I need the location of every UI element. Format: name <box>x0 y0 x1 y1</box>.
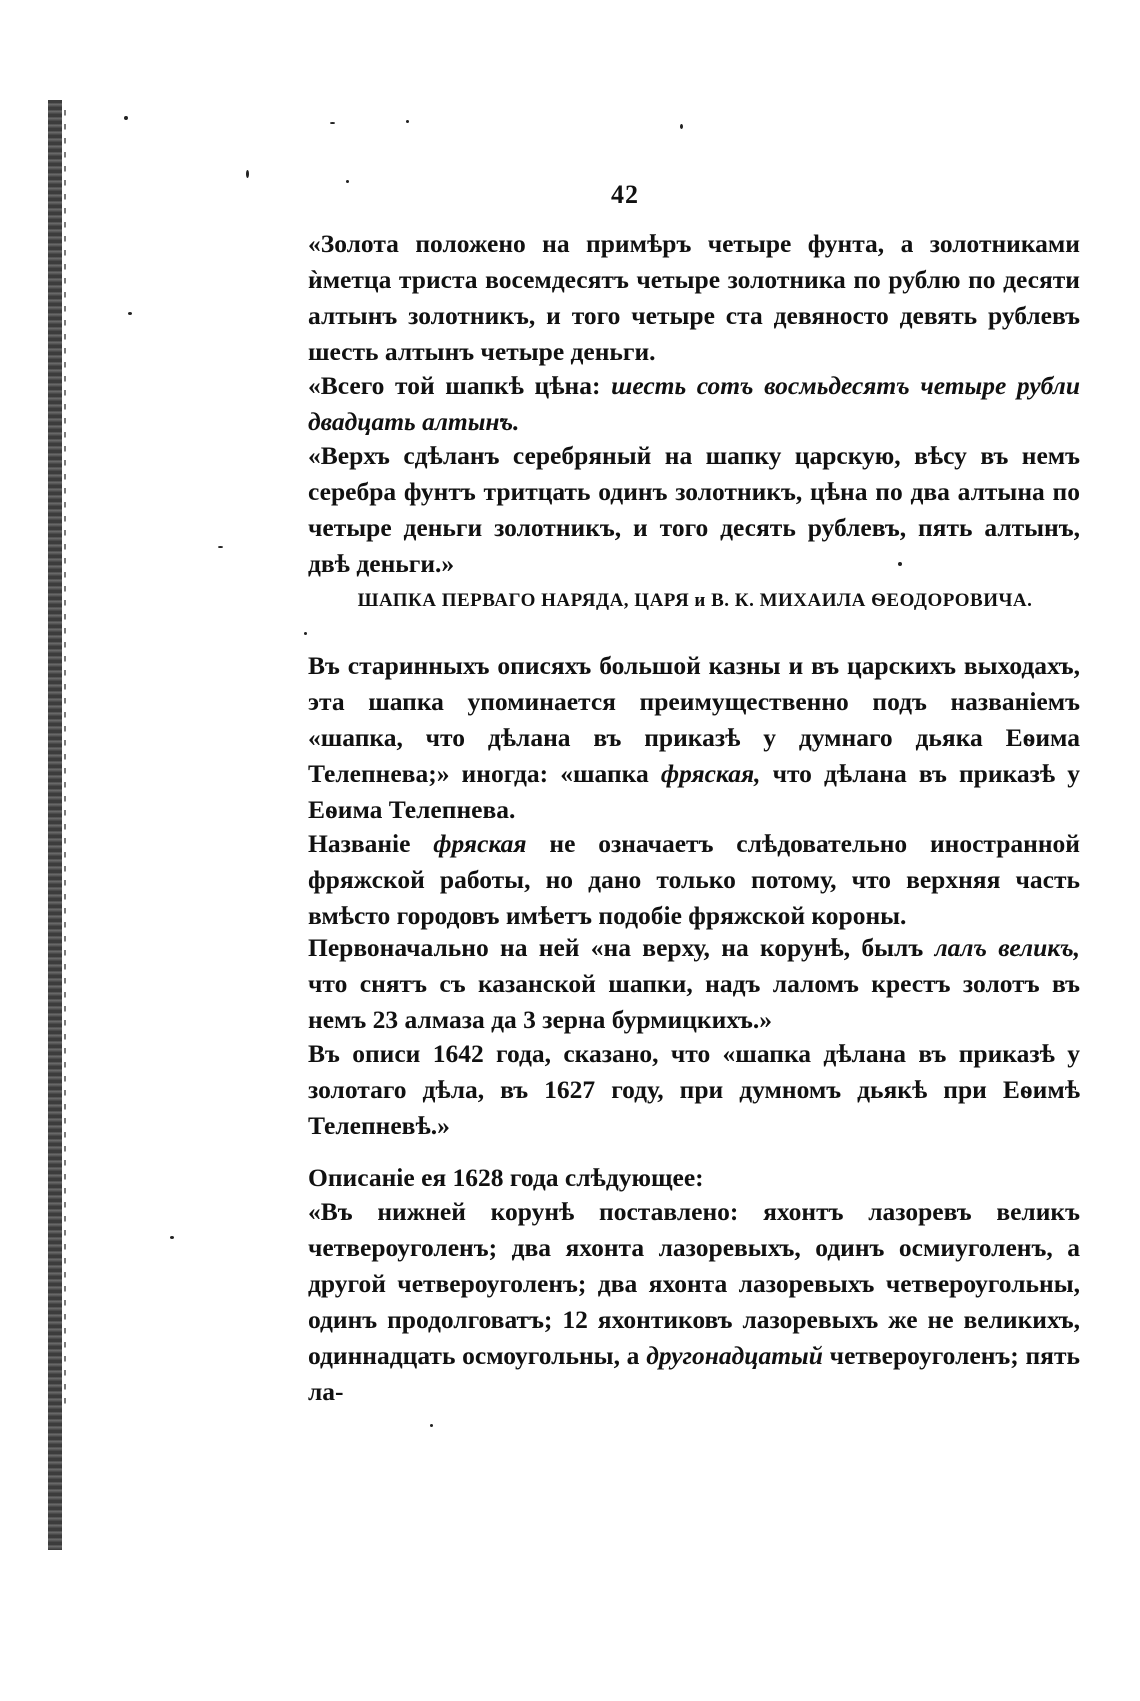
paragraph-inventory-1642 <box>290 1036 1080 1144</box>
paragraph-text <box>290 826 1080 934</box>
paragraph-text <box>290 930 1080 1038</box>
ink-speck <box>218 546 223 548</box>
section-heading: ШАПКА ПЕРВАГО НАРЯДА, ЦАРЯ и В. К. МИХАИЛА ѲЕОДОРОВИЧА. <box>357 590 1033 611</box>
page-number: 42 <box>611 180 639 209</box>
text-span: что дѣлана въ приказѣ у Еѳима Телепнева. <box>308 759 1080 824</box>
paragraph-original-stone <box>290 930 1080 1038</box>
ink-speck <box>246 170 249 178</box>
paragraph-text: Описаніе ея 1628 года слѣдующее: <box>308 1163 704 1192</box>
paragraph-text: «Золота положено на примѣръ четыре фунта, а золотниками ѝметца триста восемдесятъ четыре золотника по рублю по десяти алтынъ золотникъ, и того четыре ста девяносто девять рублевъ шесть алтынъ четыре деньги. <box>308 229 1080 366</box>
paragraph-description-intro <box>290 1160 1080 1196</box>
ink-speck <box>430 1424 433 1427</box>
italic-span: фряская, <box>660 759 761 788</box>
ink-speck <box>304 632 307 635</box>
ink-speck <box>330 122 335 124</box>
paragraph-text: «Верхъ сдѣланъ серебряный на шапку царскую, вѣсу въ немъ серебра фунтъ тритцать одинъ золотникъ, цѣна по два алтына по четыре деньги золотникъ, и того десять рублевъ, пять алтынъ, двѣ деньги.» <box>308 441 1080 578</box>
text-span: «Всего той шапкѣ цѣна: <box>308 371 612 400</box>
text-span: «Въ нижней корунѣ поставлено: яхонтъ лазоревъ великъ четвероуголенъ; два яхонта лазоревыхъ, одинъ осмиуголенъ, а другой четвероуголенъ; два яхонта лазоревыхъ четвероугольны, одинъ продолговатъ; 12 яхонтиковъ лазоревыхъ же не великихъ, одиннадцать осмоугольны, а <box>308 1197 1080 1370</box>
binding-edge-shadow <box>64 110 66 1410</box>
text-span: четвероуголенъ; пять ла- <box>308 1341 1080 1406</box>
paragraph-text <box>290 1194 1080 1410</box>
paragraph-inventories <box>290 648 1080 828</box>
paragraph-gold-weight <box>290 226 1080 370</box>
binding-edge <box>48 100 62 1550</box>
paragraph-silver-top <box>290 438 1080 582</box>
text-span: что снятъ съ казанской шапки, надъ лаломъ крестъ золотъ въ немъ 23 алмаза да 3 зерна бурмицкихъ.» <box>308 969 1080 1034</box>
paragraph-lower-crown <box>290 1194 1080 1410</box>
ink-speck <box>124 116 128 120</box>
ink-speck <box>406 120 409 123</box>
paragraph-total-price <box>290 368 1080 440</box>
paragraph-text <box>290 648 1080 828</box>
text-span: Въ старинныхъ описяхъ большой казны и въ царскихъ выходахъ, эта шапка упоминается преимущественно подъ названіемъ «шапка, что дѣлана въ приказѣ у думнаго дьяка Еѳима Телепнева;» иногда: «шапка <box>308 651 1080 788</box>
paragraph-text: Въ описи 1642 года, сказано, что «шапка дѣлана въ приказѣ у золотаго дѣла, въ 1627 году, при думномъ дьякѣ при Еѳимѣ Телепневѣ.» <box>308 1039 1080 1140</box>
paragraph-text <box>290 368 1080 440</box>
ink-speck <box>170 1236 174 1239</box>
text-span: Названіе <box>308 829 434 858</box>
italic-span: лалъ великъ, <box>934 933 1081 962</box>
ink-speck <box>128 312 132 315</box>
text-span: Первоначально на ней «на верху, на корунѣ, былъ <box>308 933 935 962</box>
italic-span: фряская <box>433 829 527 858</box>
ink-speck <box>680 124 683 129</box>
italic-span: другонадцатый <box>646 1341 823 1370</box>
italic-span: шесть сотъ восмьдесятъ четыре рубли двадцать алтынъ. <box>308 371 1081 436</box>
paragraph-name-meaning <box>290 826 1080 934</box>
text-span: не означаетъ слѣдовательно иностранной фряжской работы, но дано только потому, что верхняя часть вмѣсто городовъ имѣетъ подобіе фряжской короны. <box>308 829 1080 930</box>
